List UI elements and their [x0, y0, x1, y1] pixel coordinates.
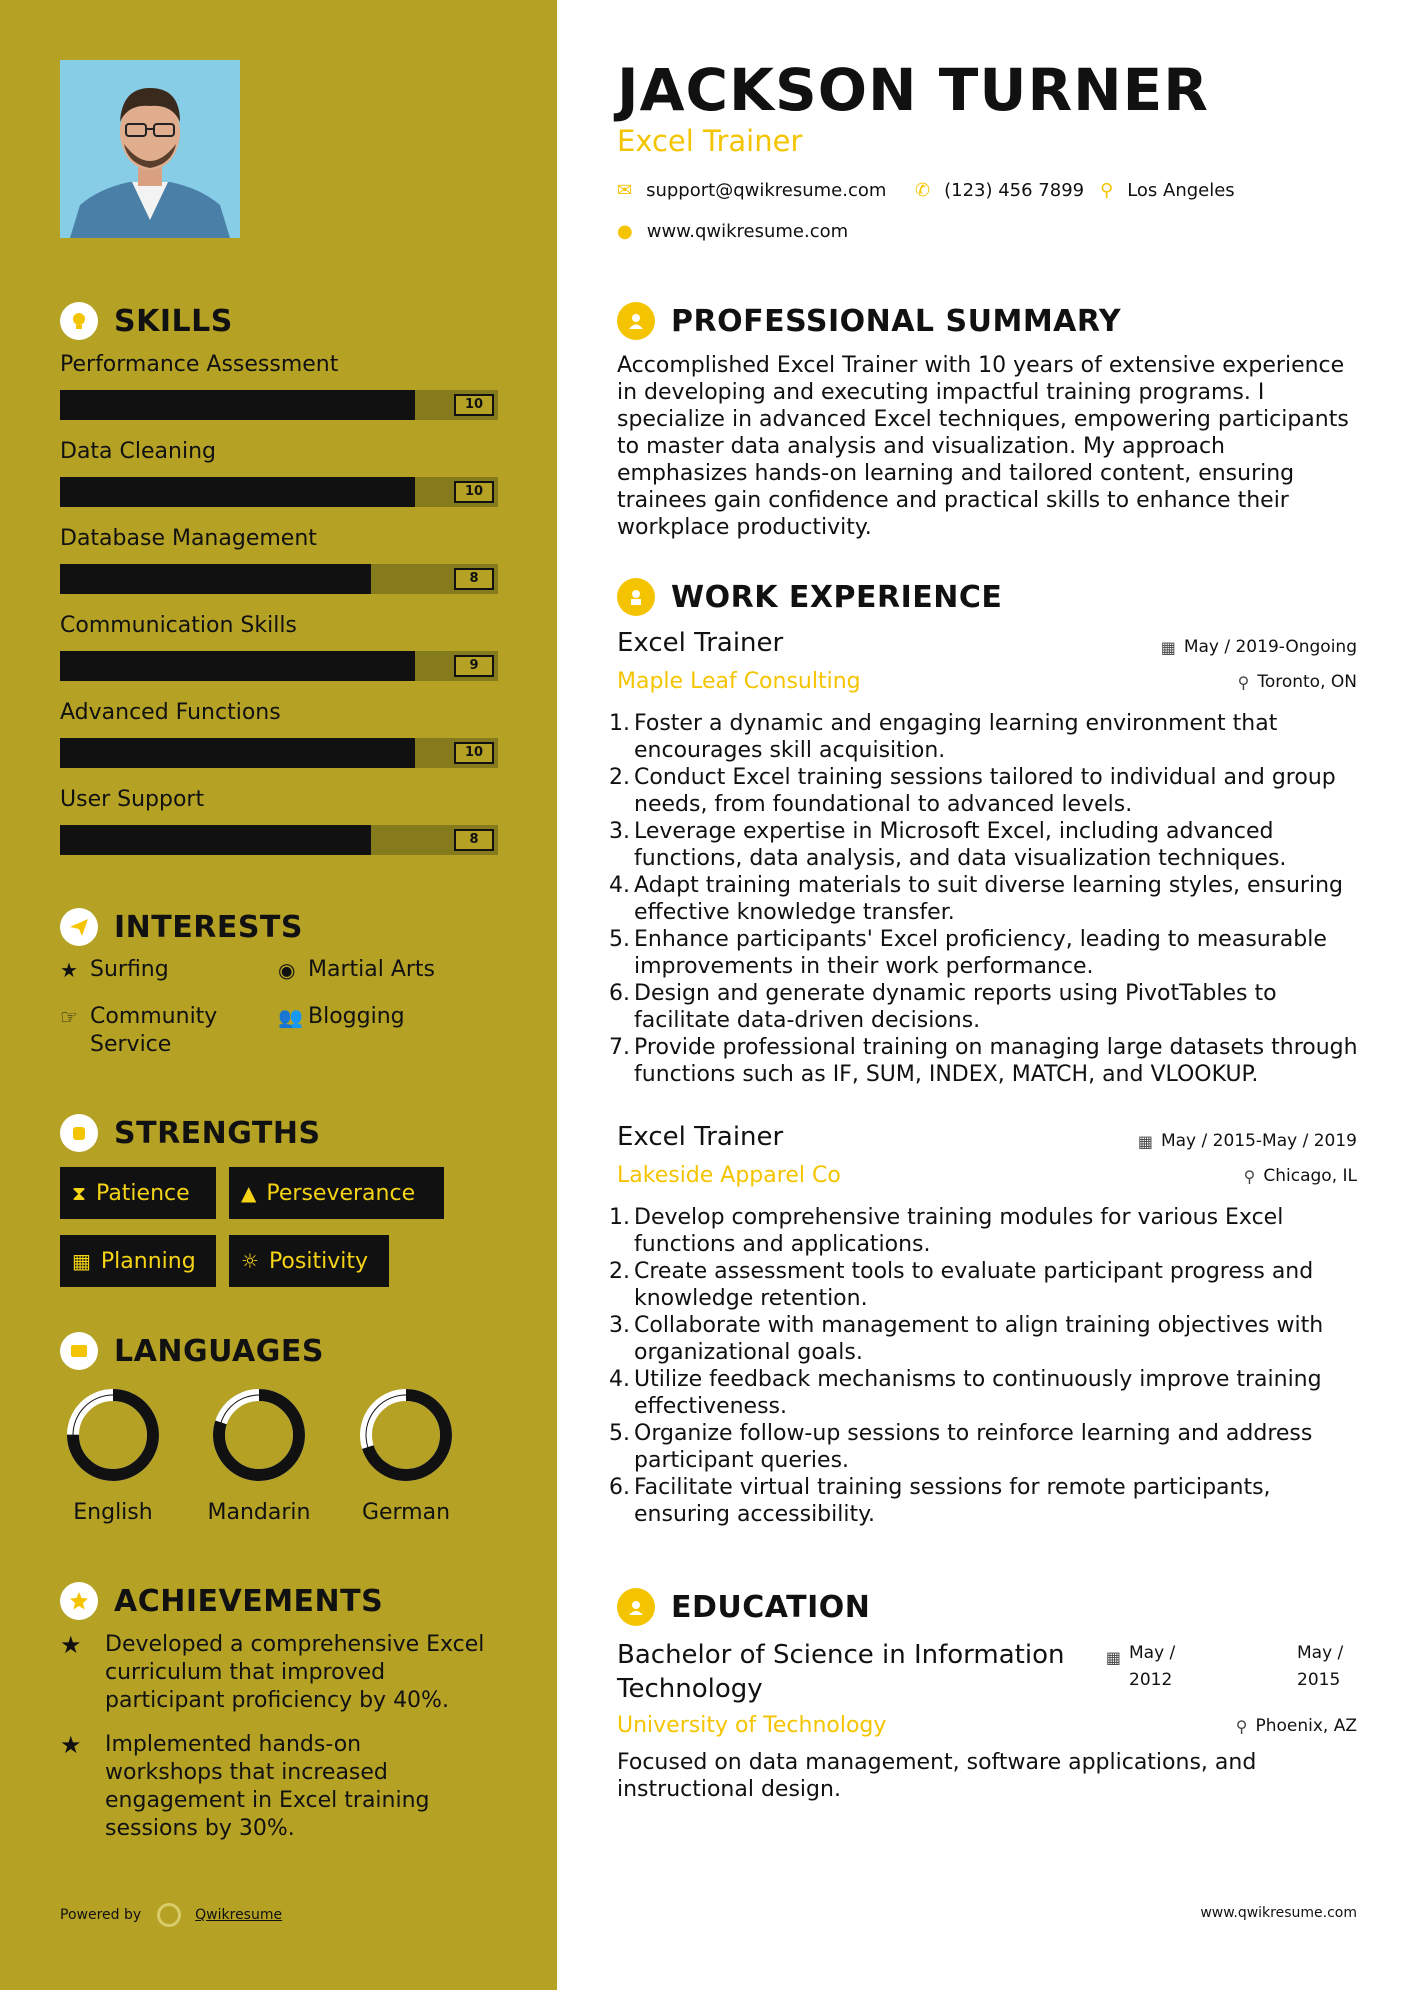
paper-plane-icon: [60, 908, 98, 946]
list-item: [609, 926, 1367, 980]
skill-score: 8: [454, 568, 494, 590]
list-item: [609, 1204, 1367, 1258]
calendar-icon: ▦: [72, 1249, 91, 1273]
list-number: 1.: [609, 711, 630, 736]
languages-title: LANGUAGES: [114, 1333, 324, 1369]
experience-heading: [617, 578, 1002, 616]
list-number: 3.: [609, 819, 630, 844]
strength-label: Perseverance: [266, 1180, 416, 1206]
graduation-icon: [617, 1588, 655, 1626]
job-bullets: [609, 1204, 1367, 1528]
email-text: support@qwikresume.com: [646, 180, 887, 201]
list-item-text: Leverage expertise in Microsoft Excel, including advanced functions, data analysis, and data visualization techniques.: [634, 819, 1287, 871]
strength-badge: [60, 1167, 216, 1219]
interest-item: [278, 1003, 405, 1031]
job-location: [1244, 1166, 1357, 1186]
star-icon: ★: [60, 1731, 82, 1759]
skills-heading: [60, 302, 233, 340]
candidate-role: Excel Trainer: [617, 124, 803, 158]
list-number: 2.: [609, 765, 630, 790]
skill-score: 10: [454, 742, 494, 764]
education-title: EDUCATION: [671, 1589, 871, 1625]
skill-bar: [60, 825, 498, 855]
list-item-text: Design and generate dynamic reports using PivotTables to facilitate data-driven decisions.: [634, 981, 1277, 1033]
skill-name: User Support: [60, 787, 205, 812]
list-number: 4.: [609, 1367, 630, 1392]
language-ring: [209, 1385, 309, 1489]
list-item: [609, 710, 1367, 764]
interest-label: Blogging: [308, 1004, 405, 1029]
list-number: 2.: [609, 1259, 630, 1284]
job-date: [1161, 637, 1357, 657]
skill-bar: [60, 651, 498, 681]
list-item-text: Provide professional training on managing large datasets through functions such as IF, SUM, INDEX, MATCH, and VLOOKUP.: [634, 1035, 1358, 1087]
interest-item: [278, 956, 435, 984]
star-icon: ★: [60, 958, 78, 982]
list-item-text: Utilize feedback mechanisms to continuously improve training effectiveness.: [634, 1367, 1322, 1419]
globe-icon: ◉: [278, 958, 296, 982]
phone-icon: ✆: [915, 180, 931, 201]
languages-heading: [60, 1332, 324, 1370]
calendar-icon: ▦: [1160, 637, 1176, 657]
job-location-text: Chicago, IL: [1263, 1166, 1357, 1186]
profile-photo: [60, 60, 240, 238]
skill-bar: [60, 564, 498, 594]
users-icon: 👥: [278, 1005, 303, 1029]
language-ring: [63, 1385, 163, 1489]
skill-name: Database Management: [60, 526, 317, 551]
education-date-start-text: May / 2012: [1129, 1643, 1176, 1690]
language-icon: [60, 1332, 98, 1370]
achievement-text: Implemented hands-on workshops that increased engagement in Excel training sessions by 30%.: [105, 1732, 430, 1841]
skill-name: Data Cleaning: [60, 439, 216, 464]
strength-label: Patience: [96, 1180, 190, 1206]
education-date-end-text: May / 2015: [1297, 1643, 1344, 1690]
star-icon: ★: [60, 1631, 82, 1659]
interest-label: Surfing: [90, 957, 169, 982]
briefcase-icon: [617, 578, 655, 616]
skill-score: 8: [454, 829, 494, 851]
degree-title: Bachelor of Science in Information Technology: [617, 1640, 1065, 1704]
education-text: Focused on data management, software applications, and instructional design.: [617, 1750, 1257, 1802]
education-location: [1236, 1716, 1357, 1736]
qwikresume-logo-icon: [157, 1903, 181, 1927]
job-date-text: May / 2015-May / 2019: [1160, 1131, 1357, 1151]
job-date: [1138, 1131, 1357, 1151]
interests-title: INTERESTS: [114, 909, 303, 945]
website-text: www.qwikresume.com: [646, 221, 849, 242]
list-number: 5.: [609, 1421, 630, 1446]
job-title: Excel Trainer: [617, 1122, 784, 1152]
job-location-text: Toronto, ON: [1257, 672, 1357, 692]
list-item: [609, 1258, 1367, 1312]
qwikresume-link[interactable]: Qwikresume: [195, 1907, 283, 1923]
achievements-title: ACHIEVEMENTS: [114, 1583, 384, 1619]
user-icon: [617, 302, 655, 340]
pin-icon: ⚲: [1237, 672, 1250, 692]
sun-icon: ☼: [241, 1249, 259, 1273]
language-ring: [356, 1385, 456, 1489]
skill-score: 10: [454, 394, 494, 416]
contact-email[interactable]: [617, 180, 886, 201]
globe-icon: ●: [617, 221, 633, 242]
list-item-text: Develop comprehensive training modules for various Excel functions and applications.: [634, 1205, 1284, 1257]
skill-name: Performance Assessment: [60, 352, 339, 377]
strength-badge: [229, 1235, 389, 1287]
interest-label: Martial Arts: [308, 957, 436, 982]
pin-icon: ⚲: [1243, 1166, 1256, 1186]
envelope-icon: ✉: [617, 180, 633, 201]
skill-bar: [60, 477, 498, 507]
language-name: Mandarin: [207, 1500, 311, 1525]
list-number: 1.: [609, 1205, 630, 1230]
list-item-text: Foster a dynamic and engaging learning environment that encourages skill acquisition.: [634, 711, 1278, 763]
skills-title: SKILLS: [114, 303, 233, 339]
list-item: [609, 818, 1367, 872]
job-location: [1238, 672, 1357, 692]
strength-badge: [60, 1235, 216, 1287]
powered-by-label: Powered by: [60, 1907, 142, 1923]
list-item-text: Enhance participants' Excel proficiency, leading to measurable improvements in their work performance.: [634, 927, 1327, 979]
calendar-icon: ▦: [1105, 1648, 1121, 1667]
job-title: Excel Trainer: [617, 628, 784, 658]
list-number: 3.: [609, 1313, 630, 1338]
footer-website[interactable]: www.qwikresume.com: [1200, 1905, 1357, 1921]
achievement-text: Developed a comprehensive Excel curriculum that improved participant proficiency by 40%.: [105, 1632, 485, 1713]
school-name: University of Technology: [617, 1713, 887, 1738]
powered-by: [60, 1903, 282, 1927]
strengths-title: STRENGTHS: [114, 1115, 321, 1151]
list-item-text: Organize follow-up sessions to reinforce learning and address participant queries.: [634, 1421, 1313, 1473]
language-name: German: [361, 1500, 451, 1525]
skill-score: 9: [454, 655, 494, 677]
education-location-text: Phoenix, AZ: [1255, 1716, 1357, 1736]
interest-item: [60, 956, 169, 984]
job-company: Lakeside Apparel Co: [617, 1163, 841, 1188]
trophy-icon: [60, 1582, 98, 1620]
list-item: [609, 1420, 1367, 1474]
list-item: [609, 1366, 1367, 1420]
list-item-text: Collaborate with management to align training objectives with organizational goals.: [634, 1313, 1324, 1365]
sidebar: [0, 0, 557, 1990]
lightbulb-icon: [60, 302, 98, 340]
achievement-item: [60, 1631, 500, 1715]
hourglass-icon: ⧗: [72, 1181, 87, 1205]
strength-label: Planning: [100, 1248, 196, 1274]
contact-location: [1100, 180, 1235, 201]
summary-heading: [617, 302, 1121, 340]
strength-label: Positivity: [268, 1248, 368, 1274]
list-item: [609, 1034, 1367, 1088]
language-name: English: [73, 1500, 153, 1525]
candidate-name: JACKSON TURNER: [617, 56, 1209, 124]
achievements-heading: [60, 1582, 383, 1620]
list-number: 5.: [609, 927, 630, 952]
job-bullets: [609, 710, 1367, 1088]
list-item: [609, 980, 1367, 1034]
summary-title: PROFESSIONAL SUMMARY: [671, 303, 1122, 339]
interests-heading: [60, 908, 303, 946]
list-item-text: Adapt training materials to suit diverse learning styles, ensuring effective knowledge transfer.: [634, 873, 1343, 925]
job-date-text: May / 2019-Ongoing: [1183, 637, 1357, 657]
strengths-heading: [60, 1114, 321, 1152]
contact-website[interactable]: [617, 221, 848, 242]
map-marker-icon: ⚲: [1100, 180, 1114, 201]
list-item-text: Conduct Excel training sessions tailored to individual and group needs, from foundational to advanced levels.: [634, 765, 1336, 817]
skill-bar: [60, 738, 498, 768]
skill-name: Advanced Functions: [60, 700, 281, 725]
skill-score: 10: [454, 481, 494, 503]
summary-text: Accomplished Excel Trainer with 10 years of extensive experience in developing and executing impactful training programs. I specialize in advanced Excel techniques, empowering participants to master data analysis and visualization. My approach emphasizes hands-on learning and tailored content, ensuring trainees gain confidence and practical skills to enhance their workplace productivity.: [617, 353, 1349, 540]
list-number: 7.: [609, 1035, 630, 1060]
interest-label: Community Service: [90, 1004, 218, 1057]
education-date-start: [1106, 1640, 1185, 1694]
fist-icon: [60, 1114, 98, 1152]
list-number: 6.: [609, 981, 630, 1006]
skill-name: Communication Skills: [60, 613, 297, 638]
main-content: [557, 0, 1407, 1990]
education-heading: [617, 1588, 870, 1626]
strength-badge: [229, 1167, 444, 1219]
education-date-end: [1297, 1640, 1357, 1694]
list-item: [609, 1312, 1367, 1366]
experience-title: WORK EXPERIENCE: [671, 579, 1003, 615]
pin-icon: ⚲: [1235, 1716, 1248, 1736]
calendar-icon: ▦: [1137, 1131, 1153, 1151]
road-icon: ▲: [241, 1181, 257, 1205]
job-company: Maple Leaf Consulting: [617, 669, 861, 694]
list-number: 6.: [609, 1475, 630, 1500]
list-number: 4.: [609, 873, 630, 898]
location-text: Los Angeles: [1127, 180, 1235, 201]
contact-phone: [915, 180, 1084, 201]
list-item: [609, 764, 1367, 818]
skill-bar: [60, 390, 498, 420]
hand-icon: ☞: [60, 1005, 78, 1029]
list-item-text: Create assessment tools to evaluate participant progress and knowledge retention.: [634, 1259, 1314, 1311]
list-item-text: Facilitate virtual training sessions for remote participants, ensuring accessibility.: [634, 1475, 1271, 1527]
list-item: [609, 872, 1367, 926]
list-item: [609, 1474, 1367, 1528]
achievement-item: [60, 1731, 500, 1843]
interest-item: [60, 1003, 260, 1059]
phone-text: (123) 456 7899: [944, 180, 1085, 201]
